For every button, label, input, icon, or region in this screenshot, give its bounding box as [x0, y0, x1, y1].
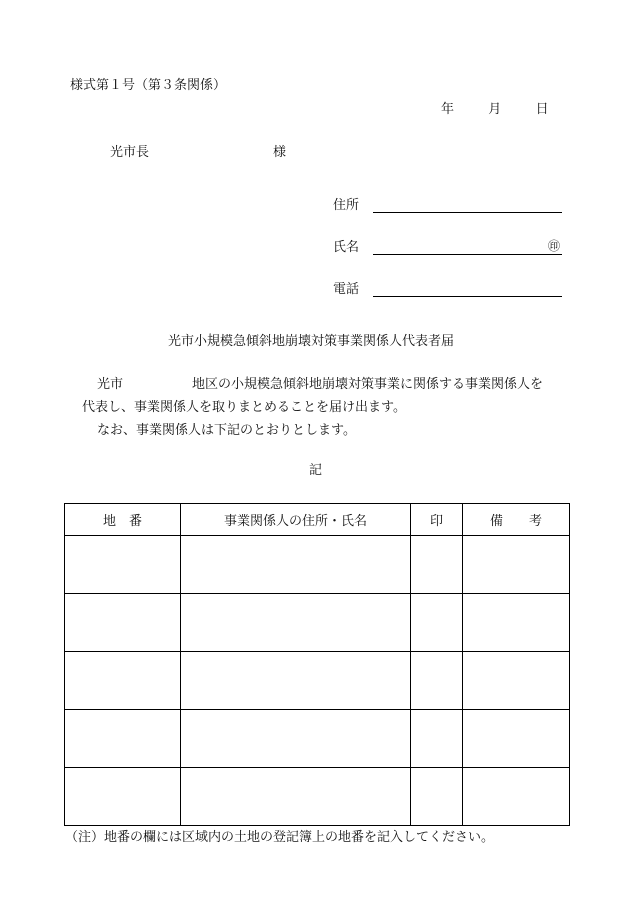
cell-seal[interactable] — [411, 536, 463, 594]
cell-remarks[interactable] — [463, 594, 570, 652]
addressee-honorific: 様 — [273, 145, 287, 160]
cell-seal[interactable] — [411, 710, 463, 768]
cell-seal[interactable] — [411, 652, 463, 710]
date-day: 日 — [535, 102, 549, 117]
body-line-1-rest: 地区の小規模急傾斜地崩壊対策事業に関係する事業関係人を — [192, 377, 544, 392]
cell-address-name[interactable] — [181, 594, 411, 652]
table-row — [65, 652, 570, 710]
cell-seal[interactable] — [411, 594, 463, 652]
date-line — [441, 103, 549, 116]
header-remarks: 備 考 — [463, 504, 570, 536]
phone-input-line[interactable] — [373, 296, 562, 297]
table-header-row — [65, 504, 570, 536]
name-input-line[interactable] — [373, 254, 562, 255]
applicant-field-label: 氏名 — [333, 240, 360, 255]
cell-remarks[interactable] — [463, 536, 570, 594]
cell-remarks[interactable] — [463, 768, 570, 826]
city-name: 光市 — [97, 377, 124, 392]
table-row — [65, 710, 570, 768]
cell-remarks[interactable] — [463, 652, 570, 710]
ki-heading: 記 — [309, 463, 323, 478]
table-row — [65, 536, 570, 594]
form-number: 様式第１号（第３条関係） — [70, 78, 227, 93]
cell-address-name[interactable] — [181, 710, 411, 768]
cell-address-name[interactable] — [181, 536, 411, 594]
body-line-3: なお、事業関係人は下記のとおりとします。 — [97, 423, 356, 438]
cell-lot-number[interactable] — [65, 768, 181, 826]
cell-lot-number[interactable] — [65, 536, 181, 594]
cell-address-name[interactable] — [181, 768, 411, 826]
document-title: 光市小規模急傾斜地崩壊対策事業関係人代表者届 — [168, 334, 455, 349]
body-line-2: 代表し、事業関係人を取りまとめることを届け出ます。 — [82, 400, 406, 415]
applicant-field-label: 住所 — [333, 198, 360, 213]
header-lot-number: 地 番 — [65, 504, 181, 536]
cell-lot-number[interactable] — [65, 652, 181, 710]
body-line-1 — [97, 378, 543, 391]
cell-remarks[interactable] — [463, 710, 570, 768]
table-row — [65, 768, 570, 826]
header-address-name: 事業関係人の住所・氏名 — [181, 504, 411, 536]
cell-seal[interactable] — [411, 768, 463, 826]
cell-lot-number[interactable] — [65, 710, 181, 768]
seal-mark: ㊞ — [548, 239, 561, 253]
cell-address-name[interactable] — [181, 652, 411, 710]
address-input-line[interactable] — [373, 212, 562, 213]
table-row — [65, 594, 570, 652]
footnote: （注）地番の欄には区域内の土地の登記簿上の地番を記入してください。 — [65, 830, 495, 845]
header-seal: 印 — [411, 504, 463, 536]
cell-lot-number[interactable] — [65, 594, 181, 652]
addressee-name: 光市長 — [110, 145, 150, 160]
applicant-field-label: 電話 — [333, 282, 360, 297]
relations-table — [64, 503, 570, 826]
date-year: 年 — [441, 102, 455, 117]
date-month: 月 — [488, 102, 502, 117]
